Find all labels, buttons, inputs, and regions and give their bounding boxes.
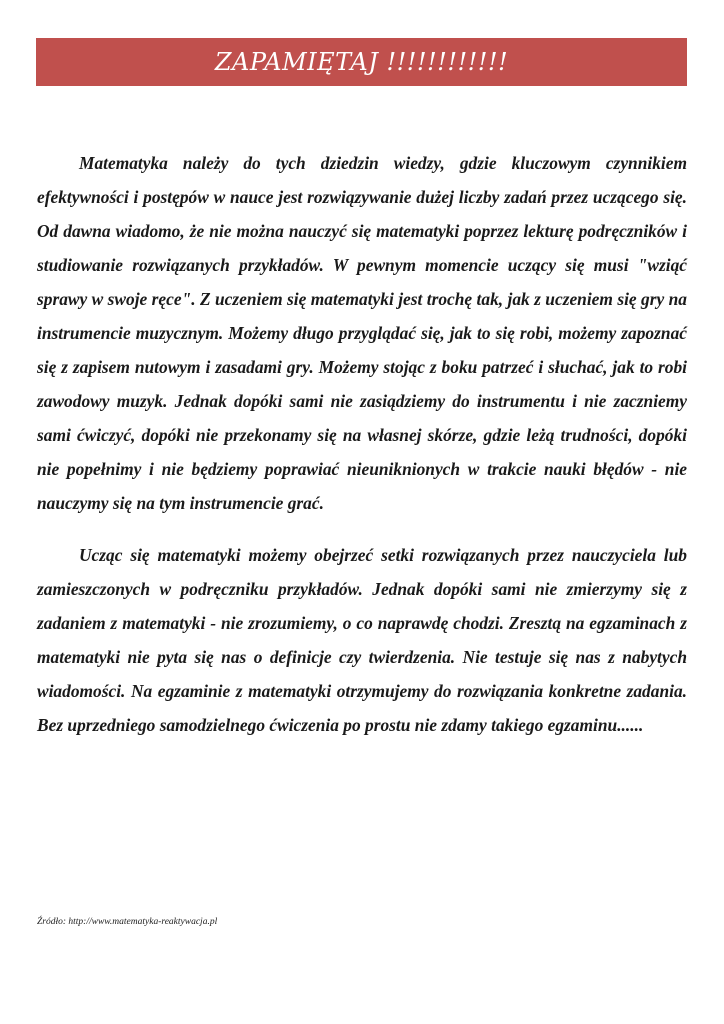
source-note: Źródło: http://www.matematyka-reaktywacja.pl [37,917,218,927]
title-banner [36,38,687,86]
document-body [37,146,687,742]
paragraph-1: Matematyka należy do tych dziedzin wiedzy, gdzie kluczowym czynnikiem efektywności i postępów w nauce jest rozwiązywanie dużej liczby zadań przez uczącego się. Od dawna wiadomo, że nie można nauczyć się matematyki poprzez lekturę podręczników i studiowanie rozwiązanych przykładów. W pewnym momencie uczący się musi "wziąć sprawy w swoje ręce". Z uczeniem się matematyki jest trochę tak, jak z uczeniem się gry na instrumencie muzycznym. Możemy długo przyglądać się, jak to się robi, możemy zapoznać się z zapisem nutowym i zasadami gry. Możemy stojąc z boku patrzeć i słuchać, jak to robi zawodowy muzyk. Jednak dopóki sami nie zasiądziemy do instrumentu i nie zaczniemy sami ćwiczyć, dopóki nie przekonamy się na własnej skórze, gdzie leżą trudności, dopóki nie popełnimy i nie będziemy poprawiać nieuniknionych w trakcie nauki błędów - nie nauczymy się na tym instrumencie grać. [37,153,687,513]
page-title: ZAPAMIĘTAJ !!!!!!!!!!!! [214,48,509,76]
paragraph-2: Ucząc się matematyki możemy obejrzeć setki rozwiązanych przez nauczyciela lub zamieszczonych w podręczniku przykładów. Jednak dopóki sami nie zmierzymy się z zadaniem z matematyki - nie zrozumiemy, o co naprawdę chodzi. Zresztą na egzaminach z matematyki nie pyta się nas o definicje czy twierdzenia. Nie testuje się nas z nabytych wiadomości. Na egzaminie z matematyki otrzymujemy do rozwiązania konkretne zadania. Bez uprzedniego samodzielnego ćwiczenia po prostu nie zdamy takiego egzaminu...... [37,545,687,735]
